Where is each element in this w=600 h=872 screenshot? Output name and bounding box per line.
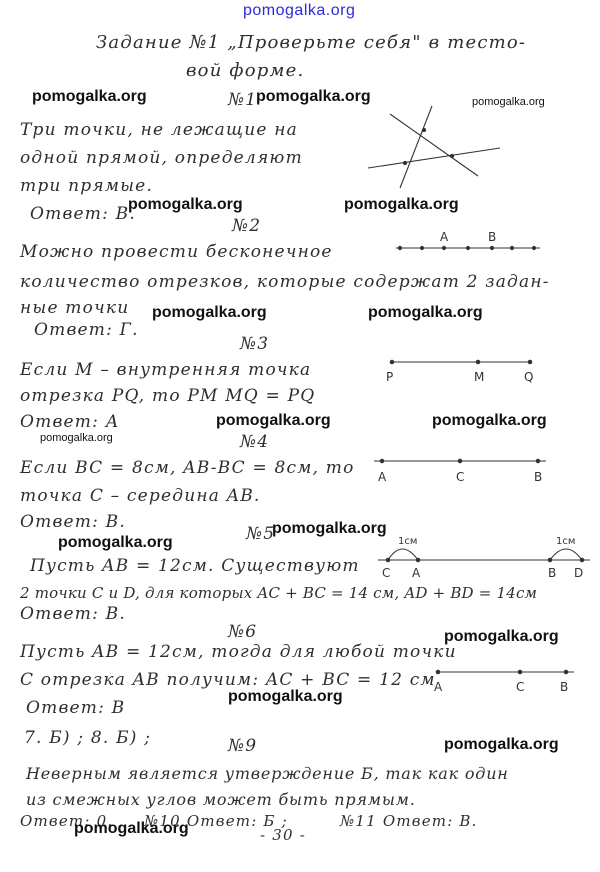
q10-answer: №10 Ответ: Б ; — [144, 812, 288, 830]
task-title-line2: вой форме. — [186, 60, 305, 81]
page-number: - 30 - — [260, 826, 306, 844]
q6-text-line1: Пусть AB = 12см, тогда для любой точки — [20, 642, 457, 662]
q5-point-b — [548, 558, 552, 562]
watermark-14: pomogalka.org — [228, 688, 343, 705]
q9-number: №9 — [228, 736, 258, 756]
watermark-12: pomogalka.org — [58, 534, 173, 551]
q1-text-line3: три прямые. — [20, 176, 154, 196]
q5-label-d: D — [574, 566, 584, 580]
site-label-top[interactable]: pomogalka.org — [243, 2, 356, 19]
q6-point-c — [518, 670, 522, 674]
q5-text-line2: 2 точки C и D, для которых AC + BC = 14 см, AD + BD = 14см — [20, 584, 538, 602]
q4-label-a: A — [378, 470, 387, 484]
watermark-11: pomogalka.org — [272, 520, 387, 537]
q1-text-line2: одной прямой, определяют — [20, 148, 303, 168]
q1-point-2 — [403, 161, 406, 164]
q2-point — [442, 246, 445, 249]
q5-segment-sketch — [378, 549, 590, 562]
watermark-6: pomogalka.org — [152, 304, 267, 321]
q5-text-line1: Пусть AB = 12см. Существуют — [30, 556, 360, 576]
q6-point-b — [564, 670, 568, 674]
q6-label-b: B — [560, 680, 569, 694]
q3-point-p — [390, 360, 394, 364]
watermark-3: pomogalka.org — [472, 96, 545, 108]
q5-label-b: B — [548, 566, 557, 580]
q2-point — [490, 246, 493, 249]
q1-line-2 — [390, 114, 478, 176]
q9-answer: Ответ: 0. — [20, 812, 114, 830]
q4-label-b: B — [534, 470, 543, 484]
q6-number: №6 — [228, 622, 258, 642]
q7-q8-answers: 7. Б) ; 8. Б) ; — [24, 728, 152, 748]
q1-line-1 — [400, 106, 432, 188]
q3-answer: Ответ: А — [20, 412, 120, 432]
watermark-5: pomogalka.org — [344, 196, 459, 213]
watermark-9: pomogalka.org — [432, 412, 547, 429]
q4-label-c: C — [456, 470, 465, 484]
watermark-15: pomogalka.org — [444, 736, 559, 753]
q6-label-a: A — [434, 680, 443, 694]
q3-segment-sketch — [390, 360, 532, 364]
q4-segment-sketch — [374, 459, 546, 463]
q2-point — [510, 246, 513, 249]
q9-text-line1: Неверным является утверждение Б, так как один — [26, 764, 509, 783]
watermark-16: pomogalka.org — [74, 820, 189, 837]
q2-label-a: A — [440, 230, 449, 244]
q2-point — [420, 246, 423, 249]
q6-segment-sketch — [436, 670, 574, 674]
q11-answer: №11 Ответ: В. — [340, 812, 478, 830]
watermark-4: pomogalka.org — [128, 196, 243, 213]
watermark-1: pomogalka.org — [32, 88, 147, 105]
q1-three-lines-sketch — [368, 106, 500, 188]
q5-arc-left — [388, 549, 418, 560]
q1-number: №1 — [228, 90, 258, 110]
q2-label-b: B — [488, 230, 497, 244]
q6-point-a — [436, 670, 440, 674]
watermark-10: pomogalka.org — [40, 432, 113, 444]
q1-point-3 — [450, 154, 453, 157]
q5-label-c: C — [382, 566, 391, 580]
q2-number: №2 — [232, 216, 262, 236]
watermark-8: pomogalka.org — [216, 412, 331, 429]
q3-label-p: P — [386, 370, 394, 384]
q5-answer: Ответ: В. — [20, 604, 126, 624]
q4-answer: Ответ: В. — [20, 512, 126, 532]
q1-point-1 — [422, 128, 425, 131]
q6-answer: Ответ: В — [26, 698, 126, 718]
q5-point-d — [580, 558, 584, 562]
q3-point-q — [528, 360, 532, 364]
q2-point — [466, 246, 469, 249]
q1-text-line1: Три точки, не лежащие на — [20, 120, 298, 140]
q5-point-a — [416, 558, 420, 562]
q2-text-line2: количество отрезков, которые содержат 2 задан- — [20, 272, 550, 292]
q5-arc-label-left: 1см — [398, 536, 418, 547]
q2-point — [532, 246, 535, 249]
q5-arc-label-right: 1см — [556, 536, 576, 547]
watermark-7: pomogalka.org — [368, 304, 483, 321]
q6-text-line2: C отрезка AB получим: AC + BC = 12 см — [20, 670, 436, 690]
q2-text-line3: ные точки — [20, 298, 130, 318]
q3-number: №3 — [240, 334, 270, 354]
q4-point-b — [536, 459, 540, 463]
q3-label-q: Q — [524, 370, 534, 384]
q6-label-c: C — [516, 680, 525, 694]
q3-text-line1: Если M – внутренняя точка — [20, 360, 312, 380]
q1-answer: Ответ: В. — [30, 204, 136, 224]
task-title-line1: Задание №1 „Проверьте себя" в тесто- — [96, 32, 527, 53]
q2-segment-sketch — [396, 246, 540, 249]
q3-text-line2: отрезка PQ, то PM MQ = PQ — [20, 386, 316, 406]
watermark-13: pomogalka.org — [444, 628, 559, 645]
q4-number: №4 — [240, 432, 270, 452]
q4-point-c — [458, 459, 462, 463]
q5-point-c — [386, 558, 390, 562]
q5-arc-right — [550, 549, 582, 560]
q9-text-line2: из смежных углов может быть прямым. — [26, 790, 416, 809]
q5-number: №5 — [246, 524, 276, 544]
q2-point — [398, 246, 401, 249]
q3-point-m — [476, 360, 480, 364]
q2-answer: Ответ: Г. — [34, 320, 139, 340]
q2-text-line1: Можно провести бесконечное — [20, 242, 333, 262]
q4-text-line2: точка C – середина AB. — [20, 486, 261, 506]
q4-point-a — [380, 459, 384, 463]
q3-label-m: M — [474, 370, 485, 384]
q4-text-line1: Если BC = 8см, AB-BC = 8см, то — [20, 458, 355, 478]
q5-label-a: A — [412, 566, 421, 580]
watermark-2: pomogalka.org — [256, 88, 371, 105]
q1-line-3 — [368, 148, 500, 168]
